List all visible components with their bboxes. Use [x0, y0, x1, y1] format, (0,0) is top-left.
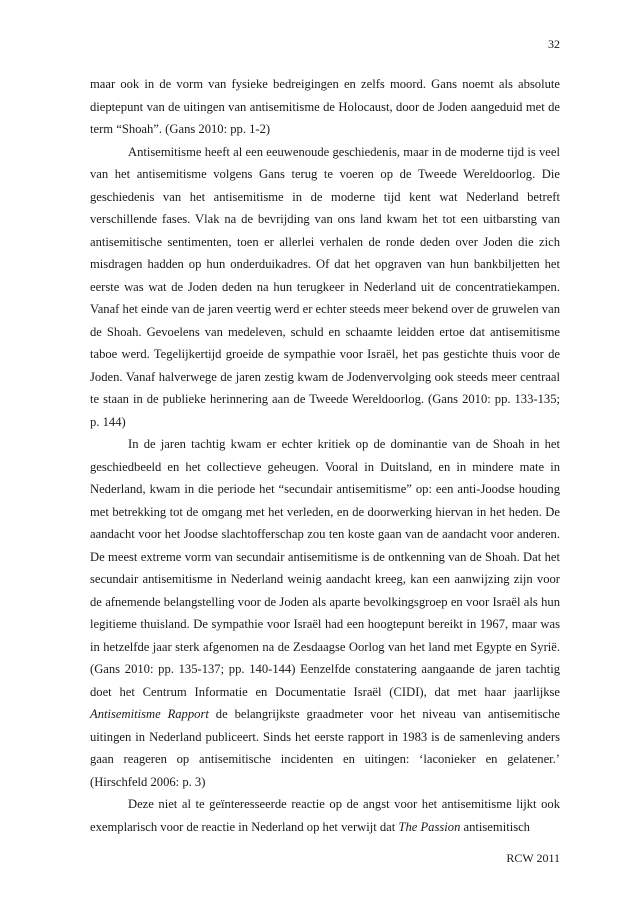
paragraph [90, 141, 560, 434]
paragraph-text: antisemitisch [460, 819, 530, 834]
paragraph-text: maar ook in de vorm van fysieke bedreigingen en zelfs moord. Gans noemt als absolute dieptepunt van de uitingen van antisemitisme de Holocaust, door de Joden aangeduid met de term “Shoah”. (Gans 2010: pp. 1-2) [90, 77, 560, 136]
italic-title: The Passion [398, 819, 461, 834]
page-number: 32 [548, 37, 560, 51]
paragraph-text: de belangrijkste graadmeter voor het niveau van antisemitische uitingen in Nederland publiceert. Sinds het eerste rapport in 1983 is de samenleving anders gaan reageren op antisemitische incidenten en uitingen: ‘laconieker en gelatener.’ (Hirschfeld 2006: p. 3) [90, 707, 560, 789]
body-text [90, 73, 560, 838]
footer-label: RCW 2011 [506, 851, 560, 865]
paragraph-text: In de jaren tachtig kwam er echter kritiek op de dominantie van de Shoah in het geschiedbeeld en het collectieve geheugen. Vooral in Duitsland, en in mindere mate in Nederland, kwam in die periode het “secundair antisemitisme” op: een anti-Joodse houding met betrekking tot de omgang met het verleden, en de doorwerking hiervan in het heden. De aandacht voor het Joodse slachtofferschap zou ten koste gaan van de aandacht voor anderen. De meest extreme vorm van secundair antisemitisme is de ontkenning van de Shoah. Dat het secundair antisemitisme in Nederland weinig aandacht kreeg, kan een aanwijzing zijn voor de afnemende belangstelling voor de Joden als aparte bevolkingsgroep en voor Israël als hun legitieme thuisland. De sympathie voor Israël had een hoogtepunt bereikt in 1967, maar was in hetzelfde jaar sterk afgenomen na de Zesdaagse Oorlog van het land met Egypte en Syrië. (Gans 2010: pp. 135-137; pp. 140-144) Eenzelfde constatering aangaande de jaren tachtig doet het Centrum Informatie en Documentatie Israël (CIDI), dat met haar jaarlijkse [90, 437, 560, 699]
paragraph [90, 73, 560, 141]
paragraph [90, 793, 560, 838]
paragraph-text: Deze niet al te geïnteresseerde reactie op de angst voor het antisemitisme lijkt ook exemplarisch voor de reactie in Nederland op het verwijt dat [90, 797, 560, 834]
paragraph [90, 433, 560, 793]
italic-title: Antisemitisme Rapport [90, 707, 209, 721]
paragraph-text: Antisemitisme heeft al een eeuwenoude geschiedenis, maar in de moderne tijd is veel van het antisemitisme volgens Gans terug te voeren op de Tweede Wereldoorlog. Die geschiedenis van het antisemitisme in de moderne tijd kent wat Nederland betreft verschillende fases. Vlak na de bevrijding van ons land kwam het tot een uitbarsting van antisemitische sentimenten, toen er allerlei verhalen de ronde deden over Joden die zich misdragen hadden op hun onderduikadres. Of dat het opgraven van hun bankbiljetten het eerste was wat de Joden deden na hun terugkeer in Nederland uit de concentratiekampen. Vanaf het einde van de jaren veertig werd er echter steeds meer bekend over de gruwelen van de Shoah. Gevoelens van medeleven, schuld en schaamte leidden ertoe dat antisemitisme taboe werd. Tegelijkertijd groeide de sympathie voor Israël, het pas gestichte thuis voor de Joden. Vanaf halverwege de jaren zestig kwam de Jodenvervolging ook steeds meer centraal te staan in de publieke herinnering aan de Tweede Wereldoorlog. (Gans 2010: pp. 133-135; p. 144) [90, 144, 560, 429]
